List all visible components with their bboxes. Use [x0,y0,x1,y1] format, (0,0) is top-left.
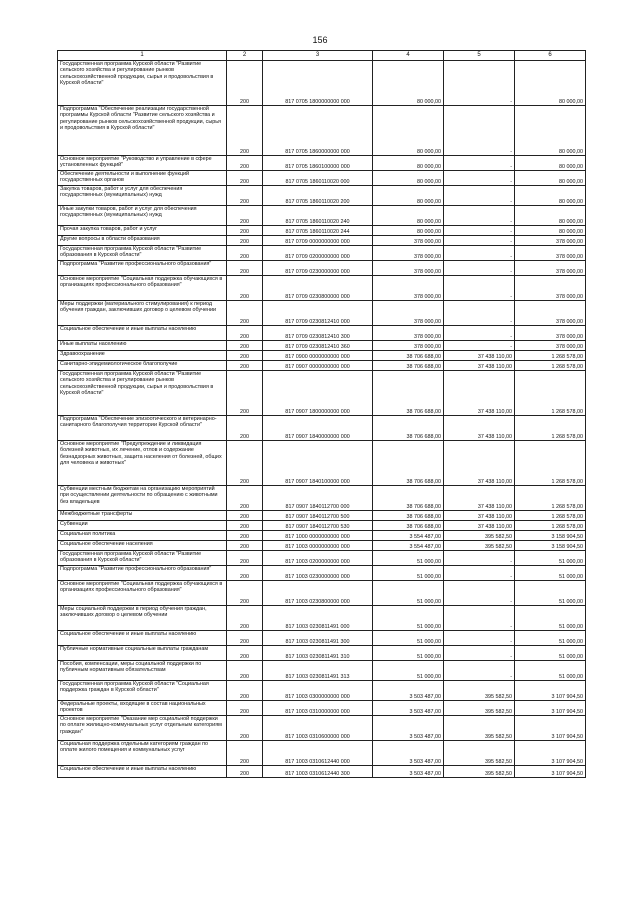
cell-amount-remaining: 80 000,00 [515,226,586,236]
column-header: 5 [444,51,515,61]
table-row [58,566,586,581]
cell-amount-remaining: 1 268 578,00 [515,486,586,511]
table-row [58,441,586,486]
cell-amount-executed: - [444,606,515,631]
cell-budget-code: 817 0705 1860000000 000 [263,106,373,156]
cell-code: 200 [227,701,263,716]
page-number: 156 [312,35,328,45]
cell-budget-code: 817 1003 0230800000 000 [263,581,373,606]
cell-amount-executed: - [444,206,515,226]
cell-amount-executed: - [444,261,515,276]
cell-name: Подпрограмма "Обеспечение реализации государственной программы Курской области "Развитие сельского хозяйства и регулирование рынков сельскохозяйственной продукции, сырья и продовольствия в Курской области" [58,106,227,156]
cell-name: Иные закупки товаров, работ и услуг для обеспечения государственных (муниципальных) нужд [58,206,227,226]
cell-amount-approved: 38 706 688,00 [373,486,444,511]
cell-name: Прочая закупка товаров, работ и услуг [58,226,227,236]
cell-amount-executed: 395 582,50 [444,681,515,701]
cell-name: Обеспечение деятельности и выполнение функций государственных органов [58,171,227,186]
cell-amount-approved: 38 706 688,00 [373,371,444,416]
cell-budget-code: 817 0709 0230000000 000 [263,261,373,276]
cell-budget-code: 817 0705 1860110020 240 [263,206,373,226]
table-row [58,61,586,106]
table-row [58,186,586,206]
cell-name: Государственная программа Курской области "Развитие образования в Курской области" [58,551,227,566]
cell-name: Социальное обеспечение и иные выплаты населению [58,631,227,646]
table-row [58,236,586,246]
cell-code: 200 [227,361,263,371]
cell-name: Иные выплаты населению [58,341,227,351]
cell-name: Социальная поддержка отдельным категориям граждан по оплате жилого помещения и коммунальных услуг [58,741,227,766]
cell-amount-executed: - [444,661,515,681]
cell-code: 200 [227,61,263,106]
cell-amount-remaining: 378 000,00 [515,341,586,351]
cell-name: Меры социальной поддержки в период обучения граждан, заключивших договор о целевом обучении [58,606,227,631]
cell-name: Меры поддержки (материального стимулирования) к период обучения граждан, заключивших договор о целевом обучении [58,301,227,326]
table-row [58,531,586,541]
cell-budget-code: 817 1003 0200000000 000 [263,551,373,566]
cell-amount-remaining: 80 000,00 [515,186,586,206]
table-row [58,716,586,741]
cell-amount-executed: 395 582,50 [444,716,515,741]
cell-budget-code: 817 0709 0230812410 300 [263,326,373,341]
cell-budget-code: 817 0709 0230800000 000 [263,276,373,301]
cell-amount-executed: - [444,631,515,646]
table-row [58,351,586,361]
cell-code: 200 [227,566,263,581]
cell-amount-remaining: 3 158 904,50 [515,531,586,541]
cell-amount-approved: 80 000,00 [373,171,444,186]
cell-name: Основное мероприятие "Предупреждение и ликвидация болезней животных, их лечение, отлов и содержание безнадзорных животных, защита населения от болезней, общих для человека и животных" [58,441,227,486]
cell-amount-executed: - [444,341,515,351]
cell-amount-approved: 38 706 688,00 [373,511,444,521]
cell-amount-approved: 38 706 688,00 [373,416,444,441]
cell-amount-remaining: 378 000,00 [515,236,586,246]
cell-amount-approved: 3 503 487,00 [373,766,444,778]
cell-code: 200 [227,416,263,441]
cell-code: 200 [227,246,263,261]
cell-amount-remaining: 80 000,00 [515,61,586,106]
cell-name: Государственная программа Курской области "Развитие образования в Курской области" [58,246,227,261]
cell-amount-executed: - [444,61,515,106]
cell-code: 200 [227,261,263,276]
cell-code: 200 [227,646,263,661]
cell-name: Субвенции [58,521,227,531]
table-row [58,486,586,511]
cell-code: 200 [227,276,263,301]
cell-amount-executed: 37 438 110,00 [444,511,515,521]
cell-name: Пособия, компенсации, меры социальной поддержки по публичным нормативным обязательствам [58,661,227,681]
table-row [58,206,586,226]
cell-code: 200 [227,486,263,511]
table-row [58,631,586,646]
column-header: 2 [227,51,263,61]
cell-budget-code: 817 0907 1800000000 000 [263,371,373,416]
cell-budget-code: 817 1003 0230000000 000 [263,566,373,581]
table-header-row [58,51,586,61]
cell-amount-approved: 80 000,00 [373,61,444,106]
cell-code: 200 [227,766,263,778]
budget-table [57,50,586,778]
cell-code: 200 [227,206,263,226]
table-row [58,661,586,681]
cell-amount-executed: 37 438 110,00 [444,416,515,441]
cell-amount-executed: - [444,646,515,661]
table-row [58,541,586,551]
cell-code: 200 [227,236,263,246]
table-row [58,646,586,661]
cell-amount-approved: 51 000,00 [373,646,444,661]
cell-amount-remaining: 1 268 578,00 [515,511,586,521]
cell-amount-remaining: 80 000,00 [515,106,586,156]
cell-amount-approved: 378 000,00 [373,276,444,301]
cell-code: 200 [227,511,263,521]
cell-budget-code: 817 1003 0310000000 000 [263,701,373,716]
cell-amount-remaining: 51 000,00 [515,581,586,606]
cell-code: 200 [227,581,263,606]
cell-code: 200 [227,351,263,361]
cell-amount-remaining: 3 107 904,50 [515,741,586,766]
cell-amount-approved: 38 706 688,00 [373,441,444,486]
cell-name: Государственная программа Курской области "Развитие сельского хозяйства и регулирование рынков сельскохозяйственной продукции, сырья и продовольствия в Курской области" [58,371,227,416]
cell-amount-approved: 51 000,00 [373,606,444,631]
cell-amount-remaining: 51 000,00 [515,646,586,661]
cell-budget-code: 817 1003 0230811491 000 [263,606,373,631]
cell-amount-executed: - [444,236,515,246]
cell-amount-executed: 37 438 110,00 [444,371,515,416]
cell-budget-code: 817 1000 0000000000 000 [263,531,373,541]
cell-budget-code: 817 0709 0230812410 360 [263,341,373,351]
cell-amount-remaining: 1 268 578,00 [515,441,586,486]
cell-amount-remaining: 378 000,00 [515,326,586,341]
cell-amount-executed: 395 582,50 [444,541,515,551]
cell-budget-code: 817 0907 1840112700 000 [263,486,373,511]
cell-budget-code: 817 1003 0300000000 000 [263,681,373,701]
cell-amount-approved: 80 000,00 [373,186,444,206]
cell-budget-code: 817 0907 1840112700 530 [263,521,373,531]
column-header: 6 [515,51,586,61]
cell-amount-approved: 378 000,00 [373,246,444,261]
cell-amount-executed: 37 438 110,00 [444,521,515,531]
cell-amount-remaining: 378 000,00 [515,301,586,326]
cell-amount-approved: 378 000,00 [373,301,444,326]
cell-amount-remaining: 1 268 578,00 [515,371,586,416]
table-row [58,171,586,186]
cell-amount-approved: 51 000,00 [373,581,444,606]
cell-amount-approved: 38 706 688,00 [373,521,444,531]
cell-amount-approved: 3 554 487,00 [373,541,444,551]
cell-name: Межбюджетные трансферты [58,511,227,521]
cell-budget-code: 817 0705 1860110020 000 [263,171,373,186]
cell-budget-code: 817 1003 0230811491 300 [263,631,373,646]
cell-amount-remaining: 378 000,00 [515,276,586,301]
table-body [58,61,586,778]
cell-amount-remaining: 1 268 578,00 [515,351,586,361]
table-row [58,551,586,566]
cell-amount-executed: - [444,226,515,236]
cell-name: Основное мероприятие "Оказание мер социальной поддержки по оплате жилищно-коммунальных услуг отдельным категориям граждан" [58,716,227,741]
column-header: 1 [58,51,227,61]
cell-budget-code: 817 0705 1860110020 244 [263,226,373,236]
cell-code: 200 [227,156,263,171]
cell-code: 200 [227,531,263,541]
cell-amount-remaining: 51 000,00 [515,551,586,566]
table-row [58,261,586,276]
cell-code: 200 [227,661,263,681]
cell-code: 200 [227,326,263,341]
table-row [58,681,586,701]
cell-amount-executed: 395 582,50 [444,701,515,716]
cell-amount-executed: - [444,276,515,301]
cell-name: Социальное обеспечение населения [58,541,227,551]
cell-amount-remaining: 3 158 904,50 [515,541,586,551]
cell-name: Подпрограмма "Развитие профессионального образования" [58,261,227,276]
cell-amount-remaining: 1 268 578,00 [515,416,586,441]
cell-name: Социальное обеспечение и иные выплаты населению [58,766,227,778]
cell-code: 200 [227,716,263,741]
cell-name: Публичные нормативные социальные выплаты гражданам [58,646,227,661]
cell-budget-code: 817 0709 0000000000 000 [263,236,373,246]
cell-name: Федеральные проекты, входящие в состав национальных проектов [58,701,227,716]
cell-budget-code: 817 0907 0000000000 000 [263,361,373,371]
cell-name: Подпрограмма "Обеспечение эпизоотического и ветеринарно-санитарного благополучия территории Курской области" [58,416,227,441]
cell-amount-approved: 3 503 487,00 [373,681,444,701]
table-row [58,581,586,606]
cell-code: 200 [227,371,263,416]
column-header: 3 [263,51,373,61]
cell-budget-code: 817 0907 1840112700 500 [263,511,373,521]
table-row [58,361,586,371]
table-row [58,521,586,531]
cell-code: 200 [227,631,263,646]
cell-amount-approved: 3 503 487,00 [373,741,444,766]
cell-amount-approved: 38 706 688,00 [373,351,444,361]
cell-amount-remaining: 3 107 904,50 [515,681,586,701]
cell-budget-code: 817 1003 0000000000 000 [263,541,373,551]
cell-name: Основное мероприятие "Социальная поддержка обучающихся в организациях профессионального образования" [58,276,227,301]
cell-amount-executed: 37 438 110,00 [444,361,515,371]
cell-amount-approved: 51 000,00 [373,551,444,566]
cell-budget-code: 817 0705 1800000000 000 [263,61,373,106]
cell-budget-code: 817 0900 0000000000 000 [263,351,373,361]
cell-amount-remaining: 3 107 904,50 [515,766,586,778]
cell-amount-executed: - [444,106,515,156]
cell-name: Социальная политика [58,531,227,541]
cell-code: 200 [227,106,263,156]
table-row [58,741,586,766]
cell-amount-remaining: 1 268 578,00 [515,361,586,371]
cell-amount-remaining: 378 000,00 [515,261,586,276]
cell-code: 200 [227,541,263,551]
cell-budget-code: 817 0907 1840000000 000 [263,416,373,441]
cell-code: 200 [227,341,263,351]
cell-name: Закупка товаров, работ и услуг для обеспечения государственных (муниципальных) нужд [58,186,227,206]
cell-amount-approved: 51 000,00 [373,631,444,646]
cell-budget-code: 817 1003 0230811491 313 [263,661,373,681]
cell-budget-code: 817 1003 0310600000 000 [263,716,373,741]
cell-amount-remaining: 80 000,00 [515,206,586,226]
table-row [58,156,586,171]
cell-amount-executed: - [444,581,515,606]
cell-amount-approved: 80 000,00 [373,156,444,171]
table-row [58,701,586,716]
cell-amount-executed: 37 438 110,00 [444,441,515,486]
table-row [58,416,586,441]
cell-amount-remaining: 51 000,00 [515,631,586,646]
cell-amount-executed: - [444,246,515,261]
cell-amount-remaining: 80 000,00 [515,171,586,186]
table-row [58,106,586,156]
column-header: 4 [373,51,444,61]
cell-amount-approved: 3 503 487,00 [373,701,444,716]
cell-amount-approved: 378 000,00 [373,326,444,341]
cell-amount-approved: 51 000,00 [373,661,444,681]
cell-amount-remaining: 51 000,00 [515,566,586,581]
table-row [58,276,586,301]
cell-amount-executed: - [444,326,515,341]
cell-name: Государственная программа Курской области "Социальная поддержка граждан в Курской области" [58,681,227,701]
cell-amount-executed: - [444,566,515,581]
cell-amount-executed: 395 582,50 [444,741,515,766]
cell-amount-executed: - [444,551,515,566]
table-row [58,226,586,236]
cell-name: Здравоохранение [58,351,227,361]
cell-amount-remaining: 51 000,00 [515,606,586,631]
cell-amount-executed: - [444,171,515,186]
cell-amount-executed: 37 438 110,00 [444,351,515,361]
table-row [58,606,586,631]
cell-name: Санитарно-эпидемиологическое благополучие [58,361,227,371]
cell-amount-executed: - [444,186,515,206]
cell-code: 200 [227,521,263,531]
cell-amount-executed: 395 582,50 [444,531,515,541]
cell-code: 200 [227,301,263,326]
cell-budget-code: 817 0709 0230812410 000 [263,301,373,326]
cell-amount-executed: 37 438 110,00 [444,486,515,511]
cell-code: 200 [227,606,263,631]
cell-amount-approved: 3 554 487,00 [373,531,444,541]
cell-name: Подпрограмма "Развитие профессионального образования" [58,566,227,581]
cell-amount-executed: 395 582,50 [444,766,515,778]
table-row [58,326,586,341]
cell-amount-remaining: 1 268 578,00 [515,521,586,531]
cell-code: 200 [227,741,263,766]
table-row [58,301,586,326]
cell-name: Государственная программа Курской области "Развитие сельского хозяйства и регулирование рынков сельскохозяйственной продукции, сырья и продовольствия в Курской области" [58,61,227,106]
cell-amount-approved: 80 000,00 [373,206,444,226]
cell-code: 200 [227,171,263,186]
cell-name: Социальное обеспечение и иные выплаты населению [58,326,227,341]
table-row [58,341,586,351]
cell-budget-code: 817 0705 1860100000 000 [263,156,373,171]
cell-name: Субвенции местным бюджетам на организацию мероприятий при осуществлении деятельности по обращению с животными без владельцев [58,486,227,511]
cell-amount-approved: 378 000,00 [373,261,444,276]
table-row [58,766,586,778]
cell-name: Основное мероприятие "Руководство и управление в сфере установленных функций" [58,156,227,171]
cell-code: 200 [227,681,263,701]
cell-budget-code: 817 0705 1860110020 200 [263,186,373,206]
cell-amount-remaining: 3 107 904,50 [515,716,586,741]
cell-amount-approved: 378 000,00 [373,236,444,246]
cell-name: Другие вопросы в области образования [58,236,227,246]
cell-amount-remaining: 80 000,00 [515,156,586,171]
cell-budget-code: 817 1003 0310612440 300 [263,766,373,778]
cell-amount-remaining: 3 107 904,50 [515,701,586,716]
cell-amount-remaining: 378 000,00 [515,246,586,261]
cell-code: 200 [227,441,263,486]
cell-code: 200 [227,226,263,236]
cell-amount-approved: 378 000,00 [373,341,444,351]
cell-name: Основное мероприятие "Социальная поддержка обучающихся в организациях профессионального образования" [58,581,227,606]
cell-amount-executed: - [444,156,515,171]
cell-amount-executed: - [444,301,515,326]
table-row [58,246,586,261]
cell-budget-code: 817 0907 1840100000 000 [263,441,373,486]
cell-budget-code: 817 1003 0230811491 310 [263,646,373,661]
cell-code: 200 [227,186,263,206]
cell-amount-approved: 80 000,00 [373,226,444,236]
cell-amount-approved: 80 000,00 [373,106,444,156]
cell-amount-approved: 38 706 688,00 [373,361,444,371]
cell-budget-code: 817 1003 0310612440 000 [263,741,373,766]
table-row [58,511,586,521]
cell-amount-remaining: 51 000,00 [515,661,586,681]
cell-amount-approved: 51 000,00 [373,566,444,581]
cell-budget-code: 817 0709 0200000000 000 [263,246,373,261]
table-row [58,371,586,416]
cell-amount-approved: 3 503 487,00 [373,716,444,741]
cell-code: 200 [227,551,263,566]
